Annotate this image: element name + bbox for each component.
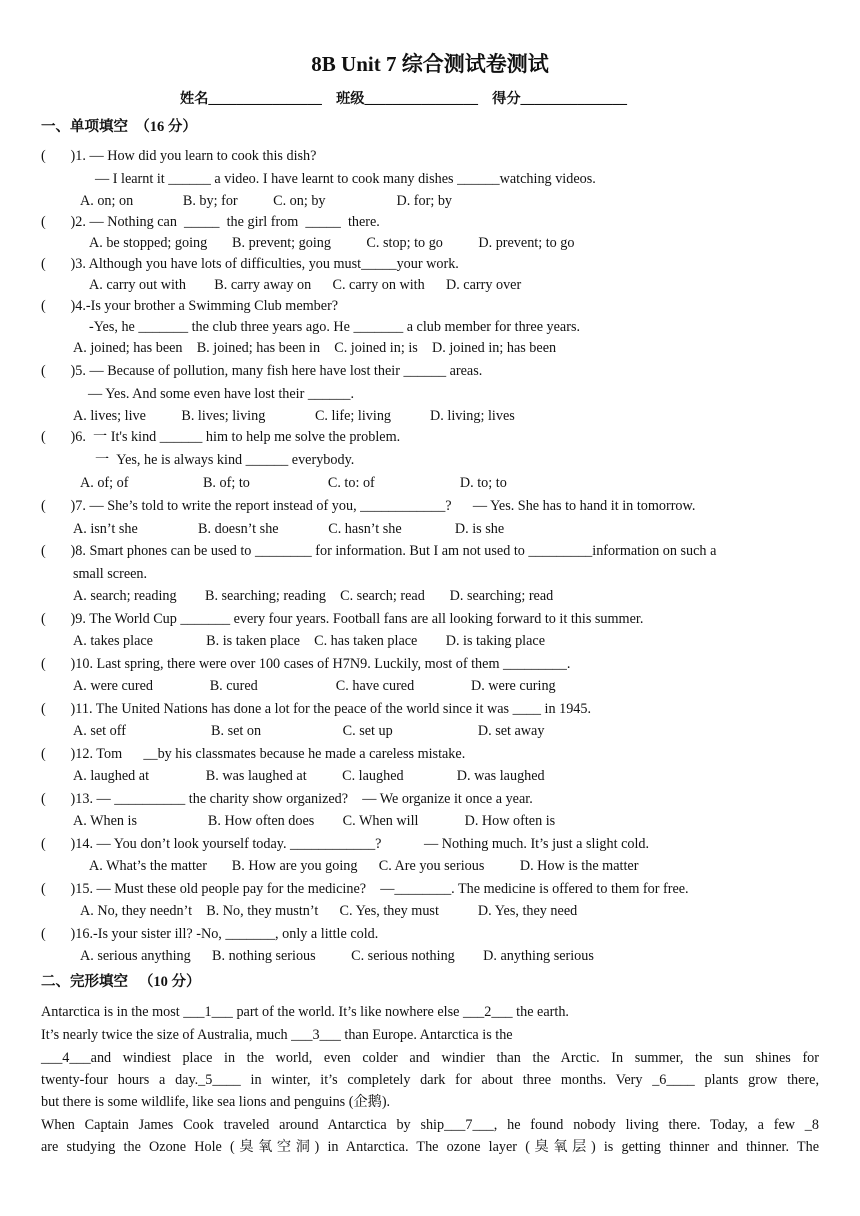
question-4-line-2: -Yes, he _______ the club three years ago. He _______ a club member for three years.: [89, 319, 581, 335]
question-11-options: A. set off B. set on C. set up D. set away: [73, 723, 545, 739]
passage-line-7: are studying the Ozone Hole (臭氧空洞) in Antarctica. The ozone layer (臭氧层) is getting thinner and thinner. The: [41, 1139, 819, 1155]
question-13: ( )13. — __________ the charity show organized? — We organize it once a year.: [41, 791, 533, 807]
section-heading-1: 一、单项填空 （16 分）: [41, 119, 197, 135]
passage-line-6: When Captain James Cook traveled around Antarctica by ship___7___, he found nobody living there. Today, a few _8: [41, 1117, 819, 1133]
passage-line-4: twenty-four hours a day._5____ in winter, it’s completely dark for about three months. Very _6____ plants grow there,: [41, 1072, 819, 1088]
question-12: ( )12. Tom __by his classmates because he made a careless mistake.: [41, 746, 466, 762]
passage-line-5: but there is some wildlife, like sea lions and penguins (企鹅).: [41, 1094, 391, 1110]
question-8-options: A. search; reading B. searching; reading C. search; read D. searching; read: [73, 588, 554, 604]
question-3-options: A. carry out with B. carry away on C. carry on with D. carry over: [89, 277, 522, 293]
header-fields: 姓名________________ 班级________________ 得分_______________: [180, 91, 627, 107]
question-7: ( )7. — She’s told to write the report instead of you, ____________? — Yes. She has to hand it in tomorrow.: [41, 498, 696, 514]
question-5-line-2: — Yes. And some even have lost their ______.: [88, 386, 354, 402]
question-4-options: A. joined; has been B. joined; has been in C. joined in; is D. joined in; has been: [73, 340, 557, 356]
question-13-options: A. When is B. How often does C. When will D. How often is: [73, 813, 556, 829]
question-10: ( )10. Last spring, there were over 100 cases of H7N9. Luckily, most of them _________.: [41, 656, 571, 672]
passage-line-2: It’s nearly twice the size of Australia, much ___3___ than Europe. Antarctica is the: [41, 1027, 513, 1043]
question-5: ( )5. — Because of pollution, many fish here have lost their ______ areas.: [41, 363, 483, 379]
question-7-options: A. isn’t she B. doesn’t she C. hasn’t she D. is she: [73, 521, 505, 537]
question-11: ( )11. The United Nations has done a lot for the peace of the world since it was ____ in 1945.: [41, 701, 592, 717]
question-6-line-2: 一 Yes, he is always kind ______ everybody.: [95, 452, 355, 468]
passage-line-1: Antarctica is in the most ___1___ part of the world. It’s like nowhere else ___2___ the earth.: [41, 1004, 569, 1020]
passage-line-3: ___4___and windiest place in the world, even colder and windier than the Arctic. In summer, the sun shines for: [41, 1050, 819, 1066]
question-9-options: A. takes place B. is taken place C. has taken place D. is taking place: [73, 633, 545, 649]
question-1-options: A. on; on B. by; for C. on; by D. for; by: [80, 193, 453, 209]
question-9: ( )9. The World Cup _______ every four years. Football fans are all looking forward to it this summer.: [41, 611, 644, 627]
question-1: ( )1. — How did you learn to cook this dish?: [41, 148, 317, 164]
question-14-options: A. What’s the matter B. How are you going C. Are you serious D. How is the matter: [89, 858, 639, 874]
question-16: ( )16.-Is your sister ill? -No, _______, only a little cold.: [41, 926, 379, 942]
question-16-options: A. serious anything B. nothing serious C. serious nothing D. anything serious: [80, 948, 594, 964]
question-12-options: A. laughed at B. was laughed at C. laughed D. was laughed: [73, 768, 545, 784]
question-3: ( )3. Although you have lots of difficulties, you must_____your work.: [41, 256, 459, 272]
question-1-line-2: — I learnt it ______ a video. I have learnt to cook many dishes ______watching videos.: [95, 171, 596, 187]
section-heading-2: 二、完形填空 （10 分）: [41, 974, 201, 990]
question-2: ( )2. — Nothing can _____ the girl from _____ there.: [41, 214, 380, 230]
question-8: ( )8. Smart phones can be used to ________ for information. But I am not used to _________information on such a: [41, 543, 717, 559]
question-15: ( )15. — Must these old people pay for the medicine? —________. The medicine is offered to them for free.: [41, 881, 689, 897]
question-6-options: A. of; of B. of; to C. to: of D. to; to: [80, 475, 507, 491]
question-6: ( )6. 一 It's kind ______ him to help me solve the problem.: [41, 429, 401, 445]
question-2-options: A. be stopped; going B. prevent; going C. stop; to go D. prevent; to go: [89, 235, 575, 251]
question-4: ( )4.-Is your brother a Swimming Club member?: [41, 298, 339, 314]
page-title: 8B Unit 7 综合测试卷测试: [311, 52, 549, 76]
question-14: ( )14. — You don’t look yourself today. ____________? — Nothing much. It’s just a slight cold.: [41, 836, 650, 852]
question-5-options: A. lives; live B. lives; living C. life; living D. living; lives: [73, 408, 515, 424]
question-10-options: A. were cured B. cured C. have cured D. were curing: [73, 678, 556, 694]
question-8-line-2: small screen.: [73, 566, 148, 582]
question-15-options: A. No, they needn’t B. No, they mustn’t C. Yes, they must D. Yes, they need: [80, 903, 578, 919]
